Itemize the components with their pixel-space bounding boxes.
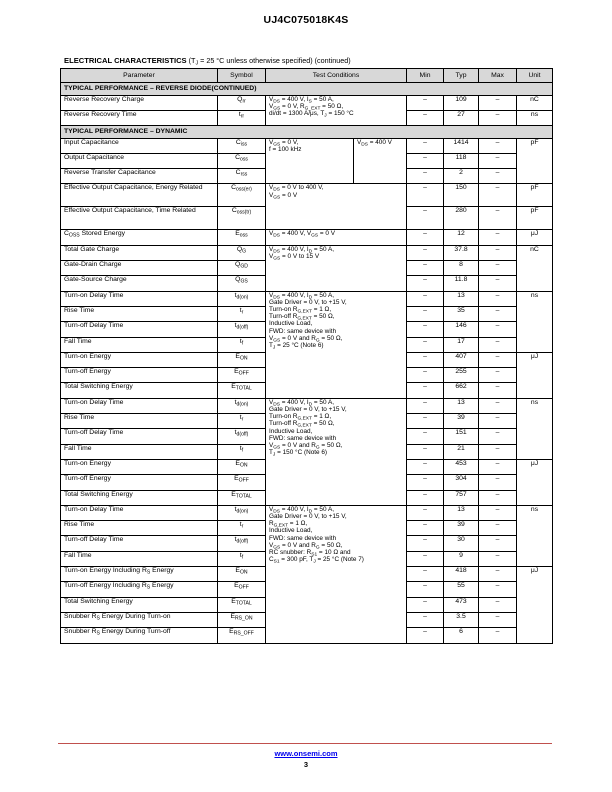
symbol-cell: $t_f$ (218, 337, 266, 352)
typ-cell: 9 (444, 551, 479, 566)
max-cell: – (479, 582, 517, 597)
max-cell: – (479, 138, 517, 153)
min-cell: – (407, 459, 444, 474)
param-cell: Fall Time (61, 337, 218, 352)
param-cell: Input Capacitance (61, 138, 218, 153)
max-cell: – (479, 459, 517, 474)
param-cell: Rise Time (61, 414, 218, 429)
conditions-eoss: $V_{DS} = 400$ V, $V_{GS} = 0$ V (266, 230, 407, 245)
min-cell: – (407, 505, 444, 520)
symbol-cell: $E_{OFF}$ (218, 475, 266, 490)
max-cell: – (479, 276, 517, 291)
min-cell: – (407, 276, 444, 291)
unit-cell: pF (517, 184, 553, 207)
conditions-switching-group: $V_{DS} = 400$ V, $I_D = 50$ A, Gate Driver = 0 V, to +15 V, Turn-on $R_{G,EXT} = 1$ Ω, Turn-off $R_{G,EXT} = 50$ Ω, Inductive Load, FWD: same device with $V_{GS} = 0$ V and $R_G = 50$ Ω, $T_J = 150$ °C (Note 6) (266, 398, 407, 505)
header-test-conditions: Test Conditions (266, 69, 407, 83)
symbol-cell: $C_{oss(tr)}$ (218, 207, 266, 230)
table-row (61, 95, 553, 110)
typ-cell: 304 (444, 475, 479, 490)
typ-cell: 30 (444, 536, 479, 551)
param-cell: Turn-off Energy (61, 475, 218, 490)
min-cell: – (407, 490, 444, 505)
symbol-cell: $E_{OFF}$ (218, 368, 266, 383)
unit-cell: ns (517, 291, 553, 352)
param-cell: Total Gate Charge (61, 245, 218, 260)
max-cell: – (479, 505, 517, 520)
symbol-cell: $t_{d(on)}$ (218, 505, 266, 520)
param-cell: Total Switching Energy (61, 490, 218, 505)
param-cell: Gate-Source Charge (61, 276, 218, 291)
param-cell: Reverse Transfer Capacitance (61, 169, 218, 184)
symbol-cell: $E_{oss}$ (218, 230, 266, 245)
typ-cell: 13 (444, 398, 479, 413)
min-cell: – (407, 536, 444, 551)
param-cell: Turn-off Energy (61, 368, 218, 383)
header-min: Min (407, 69, 444, 83)
header-symbol: Symbol (218, 69, 266, 83)
symbol-cell: $E_{ON}$ (218, 459, 266, 474)
symbol-cell: $E_{ON}$ (218, 567, 266, 582)
min-cell: – (407, 207, 444, 230)
param-cell: Snubber $R_S$ Energy During Turn-on (61, 612, 218, 627)
param-cell: Turn-on Delay Time (61, 505, 218, 520)
typ-cell: 473 (444, 597, 479, 612)
symbol-cell: $E_{TOTAL}$ (218, 490, 266, 505)
symbol-cell: $C_{oss(er)}$ (218, 184, 266, 207)
param-cell: Turn-off Delay Time (61, 536, 218, 551)
min-cell: – (407, 612, 444, 627)
param-cell: Turn-on Energy (61, 352, 218, 367)
unit-cell: μJ (517, 459, 553, 505)
min-cell: – (407, 582, 444, 597)
table-row (61, 291, 553, 306)
unit-cell: nC (517, 245, 553, 291)
min-cell: – (407, 597, 444, 612)
max-cell: – (479, 444, 517, 459)
max-cell: – (479, 184, 517, 207)
min-cell: – (407, 429, 444, 444)
typ-cell: 39 (444, 414, 479, 429)
min-cell: – (407, 184, 444, 207)
typ-cell: 118 (444, 153, 479, 168)
conditions-effective-capacitance: $V_{DS} = 0$ V to 400 V, $V_{GS} = 0$ V (266, 184, 407, 230)
conditions-capacitance-vds: $V_{DS} = 400$ V (354, 138, 407, 184)
param-cell: Rise Time (61, 521, 218, 536)
min-cell: – (407, 110, 444, 125)
typ-cell: 35 (444, 306, 479, 321)
param-cell: Fall Time (61, 551, 218, 566)
footer-rule (58, 743, 552, 744)
max-cell: – (479, 291, 517, 306)
symbol-cell: $t_{d(on)}$ (218, 291, 266, 306)
min-cell: – (407, 261, 444, 276)
param-cell: Total Switching Energy (61, 597, 218, 612)
param-cell: Turn-on Energy (61, 459, 218, 474)
min-cell: – (407, 368, 444, 383)
symbol-cell: $t_r$ (218, 521, 266, 536)
typ-cell: 17 (444, 337, 479, 352)
document-title: UJ4C075018K4S (263, 14, 349, 26)
max-cell: – (479, 153, 517, 168)
min-cell: – (407, 153, 444, 168)
max-cell: – (479, 352, 517, 367)
typ-cell: 280 (444, 207, 479, 230)
header-typ: Typ (444, 69, 479, 83)
param-cell: Turn-off Delay Time (61, 429, 218, 444)
min-cell: – (407, 551, 444, 566)
unit-cell: nC (517, 95, 553, 110)
max-cell: – (479, 322, 517, 337)
param-cell: Turn-on Energy Including $R_S$ Energy (61, 567, 218, 582)
typ-cell: 150 (444, 184, 479, 207)
typ-cell: 8 (444, 261, 479, 276)
symbol-cell: $E_{ON}$ (218, 352, 266, 367)
max-cell: – (479, 612, 517, 627)
unit-cell: μJ (517, 567, 553, 643)
max-cell: – (479, 337, 517, 352)
electrical-characteristics-table (60, 68, 553, 644)
param-cell: Gate-Drain Charge (61, 261, 218, 276)
typ-cell: 453 (444, 459, 479, 474)
param-cell: Rise Time (61, 306, 218, 321)
section-dynamic: TYPICAL PERFORMANCE – DYNAMIC (61, 126, 553, 139)
max-cell: – (479, 383, 517, 398)
symbol-cell: $t_r$ (218, 414, 266, 429)
min-cell: – (407, 95, 444, 110)
min-cell: – (407, 444, 444, 459)
symbol-cell: $t_{d(off)}$ (218, 429, 266, 444)
typ-cell: 662 (444, 383, 479, 398)
typ-cell: 757 (444, 490, 479, 505)
param-cell: Turn-on Delay Time (61, 291, 218, 306)
param-cell: Reverse Recovery Charge (61, 95, 218, 110)
unit-cell: ns (517, 110, 553, 125)
param-cell: Output Capacitance (61, 153, 218, 168)
conditions-switching-group: $V_{DS} = 400$ V, $I_D = 50$ A, Gate Driver = 0 V, to +15 V, $R_{G,EXT} = 1$ Ω, Inductive Load, FWD: same device with $V_{GS} = 0$ V and $R_G = 50$ Ω, RC snubber: $R_{S1} = 10$ Ω and $C_{S1} = 300$ pF, $T_J = 25$ °C (Note 7) (266, 505, 407, 643)
table-row (61, 230, 553, 245)
typ-cell: 21 (444, 444, 479, 459)
symbol-cell: $t_{d(off)}$ (218, 536, 266, 551)
unit-cell: ns (517, 398, 553, 459)
max-cell: – (479, 207, 517, 230)
max-cell: – (479, 475, 517, 490)
min-cell: – (407, 398, 444, 413)
footer-link[interactable]: www.onsemi.com (274, 749, 338, 758)
min-cell: – (407, 230, 444, 245)
min-cell: – (407, 322, 444, 337)
max-cell: – (479, 306, 517, 321)
typ-cell: 2 (444, 169, 479, 184)
min-cell: – (407, 291, 444, 306)
symbol-cell: $E_{RS\_ON}$ (218, 612, 266, 627)
conditions-switching-group: $V_{DS} = 400$ V, $I_D = 50$ A, Gate Driver = 0 V, to +15 V, Turn-on $R_{G,EXT} = 1$ Ω, Turn-off $R_{G,EXT} = 50$ Ω, Inductive Load, FWD: same device with $V_{GS} = 0$ V and $R_G = 50$ Ω, $T_J = 25$ °C (Note 6) (266, 291, 407, 398)
typ-cell: 407 (444, 352, 479, 367)
typ-cell: 12 (444, 230, 479, 245)
typ-cell: 13 (444, 291, 479, 306)
param-cell: Effective Output Capacitance, Time Related (61, 207, 218, 230)
page-number: 3 (303, 760, 309, 769)
max-cell: – (479, 414, 517, 429)
min-cell: – (407, 306, 444, 321)
typ-cell: 13 (444, 505, 479, 520)
param-cell: Effective Output Capacitance, Energy Related (61, 184, 218, 207)
symbol-cell: $t_{d(off)}$ (218, 322, 266, 337)
max-cell: – (479, 567, 517, 582)
conditions-capacitance: $V_{GS} = 0$ V, f = 100 kHz (266, 138, 354, 184)
unit-cell: ns (517, 505, 553, 566)
param-cell: Total Switching Energy (61, 383, 218, 398)
typ-cell: 146 (444, 322, 479, 337)
symbol-cell: $E_{OFF}$ (218, 582, 266, 597)
min-cell: – (407, 521, 444, 536)
max-cell: – (479, 230, 517, 245)
typ-cell: 27 (444, 110, 479, 125)
max-cell: – (479, 597, 517, 612)
min-cell: – (407, 475, 444, 490)
section-reverse-diode: TYPICAL PERFORMANCE – REVERSE DIODE(CONTINUED) (61, 83, 553, 96)
header-max: Max (479, 69, 517, 83)
max-cell: – (479, 551, 517, 566)
min-cell: – (407, 337, 444, 352)
max-cell: – (479, 169, 517, 184)
max-cell: – (479, 521, 517, 536)
typ-cell: 1414 (444, 138, 479, 153)
conditions-reverse-recovery: $V_{DS} = 400$ V, $I_S = 50$ A, $V_{GS} = 0$ V, $R_{G\_EXT} = 50$ Ω, di/dt = 1300 A/μs, $T_J = 150$ °C (266, 95, 407, 126)
symbol-cell: $t_r$ (218, 306, 266, 321)
table-row (61, 184, 553, 207)
param-cell: $C_{OSS}$ Stored Energy (61, 230, 218, 245)
param-cell: Turn-on Delay Time (61, 398, 218, 413)
param-cell: Turn-off Delay Time (61, 322, 218, 337)
min-cell: – (407, 352, 444, 367)
symbol-cell: $C_{iss}$ (218, 138, 266, 153)
max-cell: – (479, 245, 517, 260)
typ-cell: 109 (444, 95, 479, 110)
min-cell: – (407, 138, 444, 153)
min-cell: – (407, 169, 444, 184)
param-cell: Fall Time (61, 444, 218, 459)
typ-cell: 418 (444, 567, 479, 582)
symbol-cell: $E_{RS\_OFF}$ (218, 628, 266, 643)
section-heading: ELECTRICAL CHARACTERISTICS ($T_J = 25$ °C unless otherwise specified) (continued) (64, 56, 351, 67)
max-cell: – (479, 628, 517, 643)
typ-cell: 39 (444, 521, 479, 536)
typ-cell: 6 (444, 628, 479, 643)
max-cell: – (479, 261, 517, 276)
unit-cell: pF (517, 138, 553, 184)
conditions-gate-charge: $V_{DS} = 400$ V, $I_D = 50$ A, $V_{GS} = 0$ V to 15 V (266, 245, 407, 291)
typ-cell: 255 (444, 368, 479, 383)
max-cell: – (479, 536, 517, 551)
table-row (61, 138, 553, 153)
symbol-cell: $t_{d(on)}$ (218, 398, 266, 413)
unit-cell: pF (517, 207, 553, 230)
max-cell: – (479, 429, 517, 444)
min-cell: – (407, 567, 444, 582)
table-row (61, 245, 553, 260)
min-cell: – (407, 628, 444, 643)
table-header-row (61, 69, 553, 83)
symbol-cell: $Q_{GD}$ (218, 261, 266, 276)
symbol-cell: $E_{TOTAL}$ (218, 383, 266, 398)
min-cell: – (407, 383, 444, 398)
symbol-cell: $Q_{GS}$ (218, 276, 266, 291)
max-cell: – (479, 398, 517, 413)
min-cell: – (407, 245, 444, 260)
symbol-cell: $C_{rss}$ (218, 169, 266, 184)
min-cell: – (407, 414, 444, 429)
typ-cell: 11.8 (444, 276, 479, 291)
table-row (61, 505, 553, 520)
header-parameter: Parameter (61, 69, 218, 83)
typ-cell: 55 (444, 582, 479, 597)
symbol-cell: $Q_G$ (218, 245, 266, 260)
param-cell: Turn-off Energy Including $R_S$ Energy (61, 582, 218, 597)
typ-cell: 3.5 (444, 612, 479, 627)
param-cell: Snubber $R_S$ Energy During Turn-off (61, 628, 218, 643)
symbol-cell: $E_{TOTAL}$ (218, 597, 266, 612)
param-cell: Reverse Recovery Time (61, 110, 218, 125)
max-cell: – (479, 368, 517, 383)
typ-cell: 37.8 (444, 245, 479, 260)
max-cell: – (479, 95, 517, 110)
max-cell: – (479, 490, 517, 505)
unit-cell: μJ (517, 352, 553, 398)
symbol-cell: $Q_{rr}$ (218, 95, 266, 110)
symbol-cell: $C_{oss}$ (218, 153, 266, 168)
table-row (61, 398, 553, 413)
typ-cell: 151 (444, 429, 479, 444)
symbol-cell: $t_{rr}$ (218, 110, 266, 125)
symbol-cell: $t_f$ (218, 551, 266, 566)
max-cell: – (479, 110, 517, 125)
header-unit: Unit (517, 69, 553, 83)
unit-cell: μJ (517, 230, 553, 245)
symbol-cell: $t_f$ (218, 444, 266, 459)
